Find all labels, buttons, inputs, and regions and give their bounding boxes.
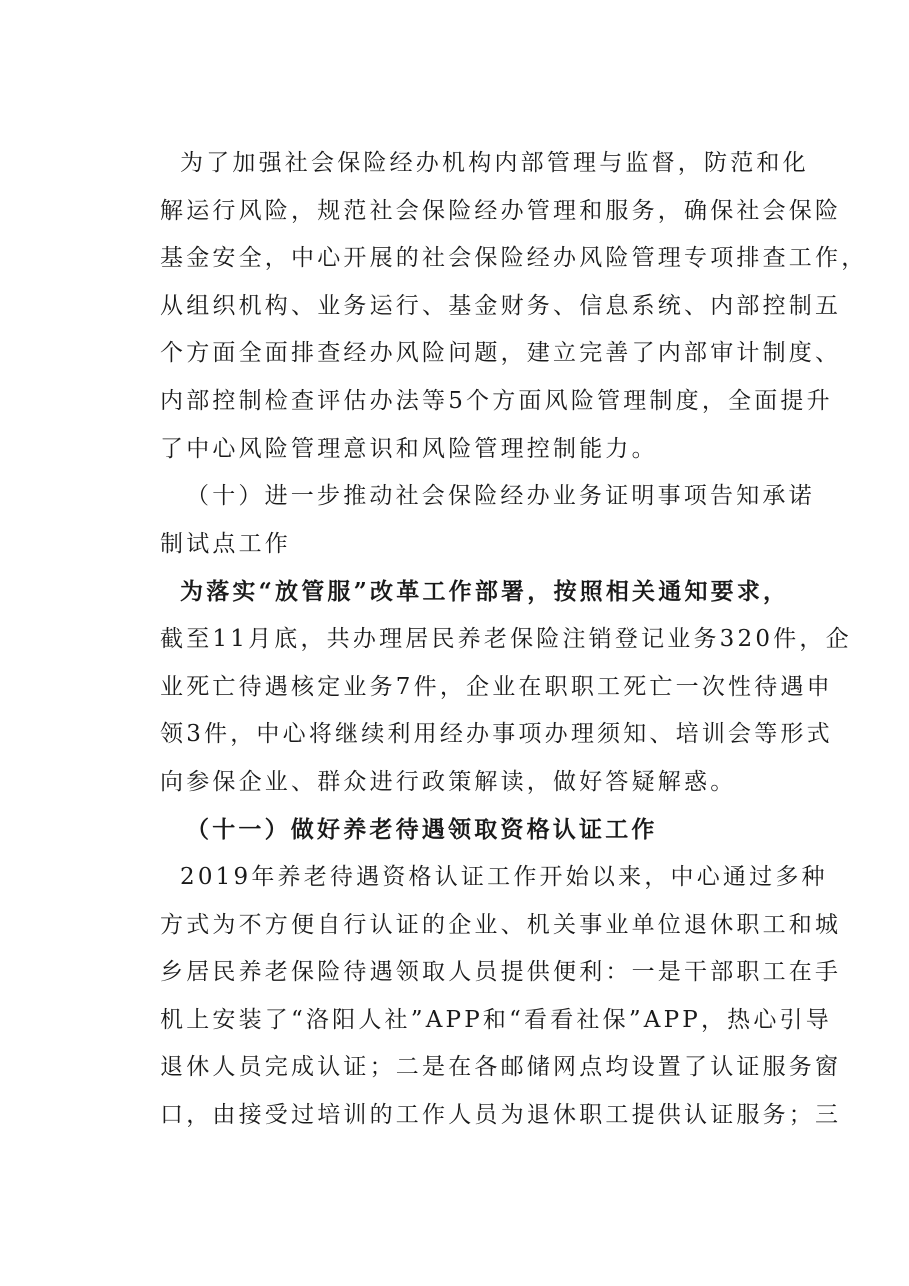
section-10-body-line: 领3件，中心将继续利用经办事项办理须知、培训会等形式 — [160, 721, 833, 748]
paragraph-risk-line: 内部控制检查评估办法等5个方面风险管理制度，全面提升 — [160, 387, 833, 414]
section-10-body-line: 向参保企业、群众进行政策解读，做好答疑解惑。 — [160, 768, 737, 795]
section-10-heading: （十）进一步推动社会保险经办业务证明事项告知承诺 — [186, 483, 815, 510]
section-11-heading: （十一）做好养老待遇领取资格认证工作 — [186, 816, 658, 844]
section-11-body-line: 口，由接受过培训的工作人员为退休职工提供认证服务；三 — [160, 1101, 842, 1128]
section-11-body-line: 乡居民养老保险待遇领取人员提供便利：一是干部职工在手 — [160, 959, 842, 986]
section-10-body-line: 业死亡待遇核定业务7件，企业在职职工死亡一次性待遇申 — [160, 673, 833, 700]
document-body — [160, 140, 868, 1139]
section-11-body-line: 2019年养老待遇资格认证工作开始以来，中心通过多种 — [180, 863, 828, 890]
section-10-body-line: 截至11月底，共办理居民养老保险注销登记业务320件，企 — [160, 625, 852, 652]
section-11-body-line: 方式为不方便自行认证的企业、机关事业单位退休职工和城 — [160, 911, 842, 938]
paragraph-risk-line: 基金安全，中心开展的社会保险经办风险管理专项排查工作， — [160, 245, 868, 272]
section-10-body-line: 为落实“放管服”改革工作部署，按照相关通知要求， — [180, 578, 790, 606]
section-10-heading: 制试点工作 — [160, 530, 291, 557]
paragraph-risk-line: 了中心风险管理意识和风险管理控制能力。 — [160, 435, 658, 462]
paragraph-risk-line: 从组织机构、业务运行、基金财务、信息系统、内部控制五 — [160, 292, 842, 319]
paragraph-risk-line: 为了加强社会保险经办机构内部管理与监督，防范和化 — [180, 150, 809, 176]
paragraph-risk-line: 解运行风险，规范社会保险经办管理和服务，确保社会保险 — [160, 197, 842, 224]
paragraph-risk-line: 个方面全面排查经办风险问题，建立完善了内部审计制度、 — [160, 340, 842, 367]
section-11-body-line: 退休人员完成认证；二是在各邮储网点均设置了认证服务窗 — [160, 1054, 842, 1081]
section-11-body-line: 机上安装了“洛阳人社”APP和“看看社保”APP，热心引导 — [160, 1006, 832, 1033]
